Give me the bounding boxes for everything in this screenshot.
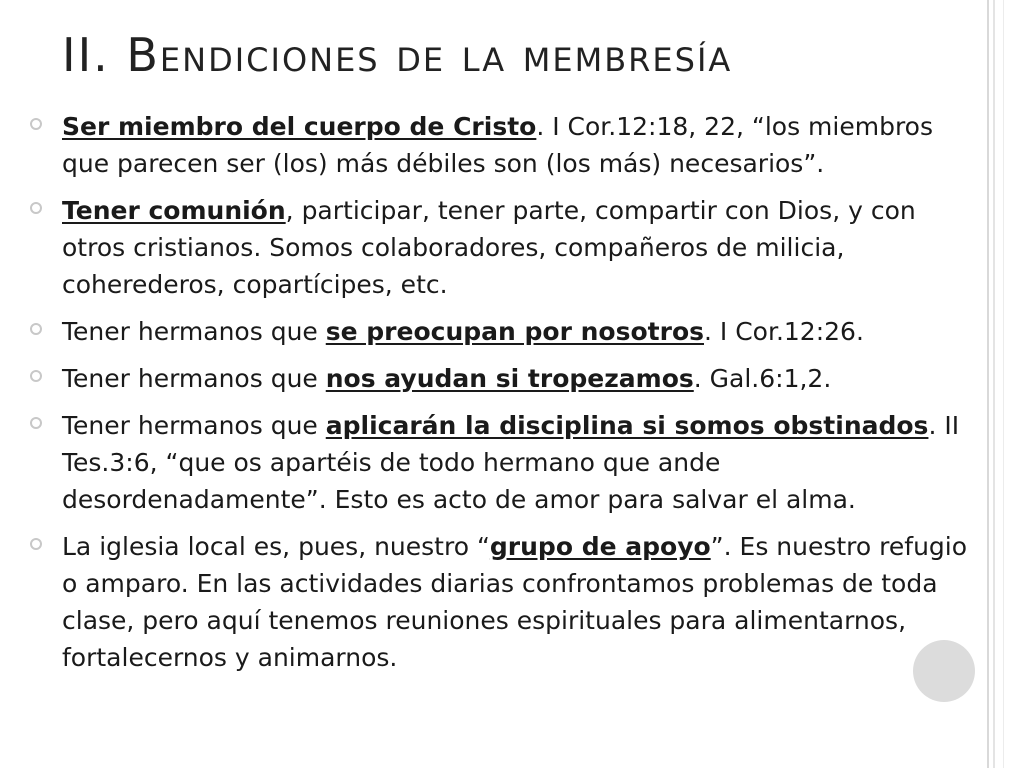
body-text: . II Tes.3:6, “que os apartéis de todo hermano que ande desordenadamente”. Esto es acto de amor para salvar el alma. [62, 411, 960, 514]
bullet-circle-icon [30, 118, 42, 130]
bullet-text [62, 108, 970, 182]
emphasis-text: nos ayudan si tropezamos [325, 364, 694, 393]
bullet-item [30, 407, 970, 518]
edge-line [987, 0, 989, 768]
bullet-item [30, 360, 970, 397]
bullet-item [30, 313, 970, 350]
edge-line [1003, 0, 1004, 768]
bullet-text [62, 192, 970, 303]
bullet-text [62, 528, 970, 676]
bullet-list [30, 108, 970, 686]
edge-decoration [979, 0, 1024, 768]
emphasis-text: Tener comunión [62, 196, 286, 225]
body-text: , participar, tener parte, compartir con Dios, y con otros cristianos. Somos colaboradores, compañeros de milicia, coherederos, copartícipes, etc. [62, 196, 916, 299]
bullet-circle-icon [30, 202, 42, 214]
emphasis-text: Ser miembro del cuerpo de Cristo [62, 112, 537, 141]
bullet-text [62, 313, 970, 350]
bullet-circle-icon [30, 417, 42, 429]
body-text: Tener hermanos que [62, 317, 326, 346]
bullet-circle-icon [30, 370, 42, 382]
emphasis-text: aplicarán la disciplina si somos obstinados [325, 411, 929, 440]
bullet-item [30, 528, 970, 676]
edge-line [993, 0, 995, 768]
slide-title: II. Bendiciones de la membresía [62, 28, 733, 82]
bullet-item [30, 192, 970, 303]
body-text: La iglesia local es, pues, nuestro “ [62, 532, 490, 561]
emphasis-text: grupo de apoyo [489, 532, 711, 561]
bullet-circle-icon [30, 323, 42, 335]
body-text: . I Cor.12:26. [704, 317, 864, 346]
body-text: Tener hermanos que [62, 411, 326, 440]
bullet-item [30, 108, 970, 182]
bullet-text [62, 360, 970, 397]
body-text: . Gal.6:1,2. [693, 364, 832, 393]
emphasis-text: se preocupan por nosotros [325, 317, 704, 346]
bullet-text [62, 407, 970, 518]
body-text: Tener hermanos que [62, 364, 326, 393]
body-text: . I Cor.12:18, 22, “los miembros que parecen ser (los) más débiles son (los más) necesarios”. [62, 112, 933, 178]
bullet-circle-icon [30, 538, 42, 550]
body-text: ”. Es nuestro refugio o amparo. En las actividades diarias confrontamos problemas de toda clase, pero aquí tenemos reuniones espirituales para alimentarnos, fortalecernos y animarnos. [62, 532, 968, 672]
